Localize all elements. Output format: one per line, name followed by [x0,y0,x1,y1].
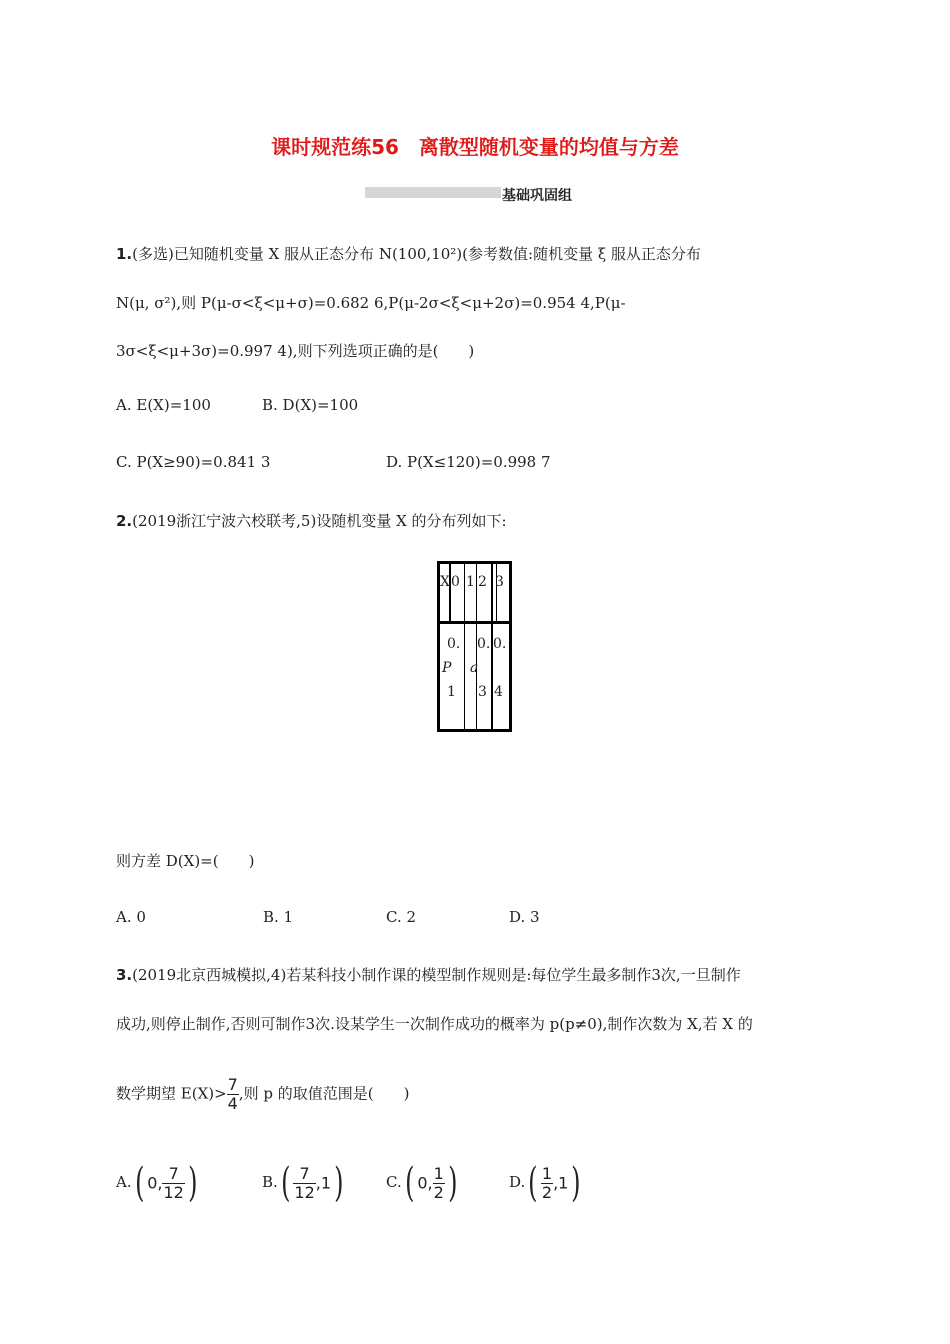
interval-right: ,1 [553,1173,569,1193]
right-paren: ) [571,1160,581,1206]
q2-option-b[interactable]: B. 1 [263,908,294,926]
row-label-p: P [442,660,452,676]
cell-p2-a: 0. [477,636,491,652]
table-vline [464,564,465,729]
page-title: 课时规范练56 离散型随机变量的均值与方差 [271,135,679,159]
header-3: 3 [495,574,504,590]
distribution-table [437,561,512,732]
interval-left: 0, [147,1173,163,1193]
left-paren: ( [404,1160,415,1206]
left-paren: ( [528,1160,538,1206]
interval-right: ,1 [315,1173,332,1193]
q2-option-a[interactable]: A. 0 [116,908,146,926]
right-paren: ) [187,1160,198,1206]
left-paren: ( [280,1160,291,1206]
interval-left: 0, [417,1173,433,1193]
q3-number: 3. [116,966,133,984]
q1-line1 [116,243,701,264]
table-divider [440,621,509,624]
q2-line1 [116,510,507,531]
right-paren: ) [334,1160,344,1206]
q3-line2: 成功,则停止制作,否则可制作3次.设某学生一次制作成功的概率为 p(p≠0),制作次数为 X,若 X 的 [116,1015,753,1033]
q3-line1 [116,964,741,985]
q3-fraction: $\frac{7}{4}$ [227,1075,238,1113]
cell-p3-a: 0. [493,636,507,652]
q2-text-1: (2019浙江宁波六校联考,5)设随机变量 X 的分布列如下: [132,512,507,530]
q1-text-1: (多选)已知随机变量 X 服从正态分布 N(100,10²)(参考数值:随机变量 ξ 服从正态分布 [132,245,701,263]
header-1: 1 [466,574,475,590]
option-label: B. [262,1173,278,1191]
option-fraction: $\frac{1}{2}$ [433,1163,444,1202]
option-label: C. [386,1173,402,1191]
left-paren: ( [134,1160,145,1206]
q3-line3 [116,1076,409,1113]
q2-number: 2. [116,512,133,530]
q2-prompt: 则方差 D(X)=( ) [116,852,255,870]
q1-option-d[interactable]: D. P(X≤120)=0.998 7 [386,453,551,471]
q3-text-1: (2019北京西城模拟,4)若某科技小制作课的模型制作规则是:每位学生最多制作3次,一旦制作 [132,966,741,984]
q1-option-c[interactable]: C. P(X≥90)=0.841 3 [116,453,271,471]
q1-line3: 3σ<ξ<μ+3σ)=0.997 4),则下列选项正确的是( ) [116,342,475,360]
section-bar [365,187,501,198]
q3-option-c[interactable] [386,1160,460,1206]
header-0: 0 [451,574,460,590]
q1-option-a[interactable]: A. E(X)=100 [116,396,211,414]
q2-option-c[interactable]: C. 2 [386,908,417,926]
q3-text-3b: ,则 p 的取值范围是( ) [238,1084,410,1103]
option-label: A. [116,1173,132,1191]
option-fraction: $\frac{7}{12}$ [294,1163,315,1202]
option-fraction: $\frac{7}{12}$ [163,1163,184,1202]
q3-option-d[interactable] [509,1160,584,1206]
option-label: D. [509,1173,526,1191]
q1-line2: N(μ, σ²),则 P(μ-σ<ξ<μ+σ)=0.682 6,P(μ-2σ<ξ<μ+2σ)=0.954 4,P(μ- [116,294,626,312]
q3-option-b[interactable] [262,1160,347,1206]
cell-p3-b: 4 [494,684,503,700]
cell-p2-b: 3 [478,684,487,700]
cell-p0-a: 0. [447,636,461,652]
q1-option-b[interactable]: B. D(X)=100 [262,396,359,414]
section-label: 基础巩固组 [502,188,572,204]
header-2: 2 [478,574,487,590]
cell-p1: a [470,660,479,676]
q1-number: 1. [116,245,133,263]
option-fraction: $\frac{1}{2}$ [541,1163,553,1202]
header-x: X [440,574,450,590]
q2-option-d[interactable]: D. 3 [509,908,540,926]
right-paren: ) [447,1160,458,1206]
cell-p0-b: 1 [447,684,456,700]
q3-text-3a: 数学期望 E(X)> [116,1084,227,1103]
q3-option-a[interactable] [116,1160,200,1206]
